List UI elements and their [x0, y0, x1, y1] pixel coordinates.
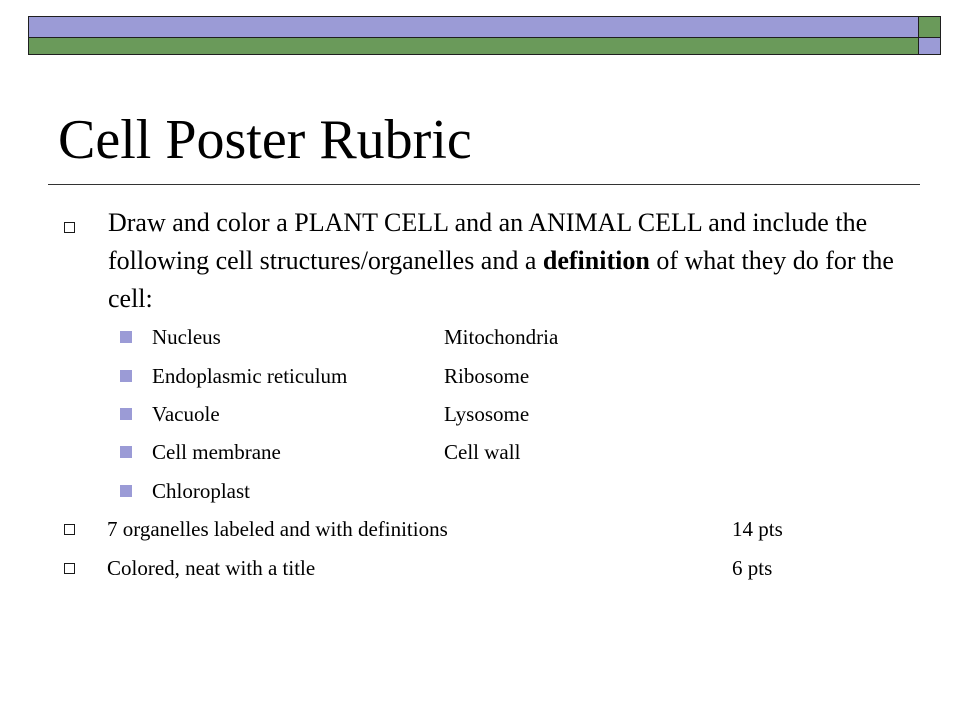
intro-paragraph — [108, 204, 908, 318]
banner-green-band — [28, 37, 919, 55]
slide-title: Cell Poster Rubric — [58, 109, 472, 171]
solid-square-icon — [120, 446, 132, 458]
solid-square-icon — [120, 485, 132, 497]
scoring-criterion: 7 organelles labeled and with definitions — [107, 517, 448, 541]
scoring-points: 14 pts — [732, 517, 783, 541]
title-divider — [48, 184, 920, 185]
organelle-right: Lysosome — [444, 402, 530, 426]
hollow-square-icon — [64, 222, 75, 233]
organelle-left: Chloroplast — [152, 479, 250, 503]
banner-green-cap — [918, 16, 941, 38]
organelle-left: Cell membrane — [152, 440, 281, 464]
organelle-right: Cell wall — [444, 440, 521, 464]
solid-square-icon — [120, 331, 132, 343]
banner-purple-band — [28, 16, 919, 38]
intro-text-part1: Draw and color a PLANT CELL and an ANIMAL CELL and include the following cell structures/organelles and a — [108, 208, 868, 275]
hollow-square-icon — [64, 524, 75, 535]
hollow-square-icon — [64, 563, 75, 574]
solid-square-icon — [120, 370, 132, 382]
solid-square-icon — [120, 408, 132, 420]
organelle-left: Vacuole — [152, 402, 220, 426]
organelle-left: Nucleus — [152, 325, 221, 349]
banner-purple-cap — [918, 37, 941, 55]
decorative-banner — [28, 16, 941, 54]
intro-text-bold: definition — [542, 246, 650, 275]
organelle-right: Ribosome — [444, 364, 530, 388]
intro-text-part2: of what they do for the cell: — [108, 246, 894, 313]
scoring-criterion: Colored, neat with a title — [107, 556, 316, 580]
scoring-points: 6 pts — [732, 556, 773, 580]
organelle-right: Mitochondria — [444, 325, 559, 349]
organelle-left: Endoplasmic reticulum — [152, 364, 348, 388]
